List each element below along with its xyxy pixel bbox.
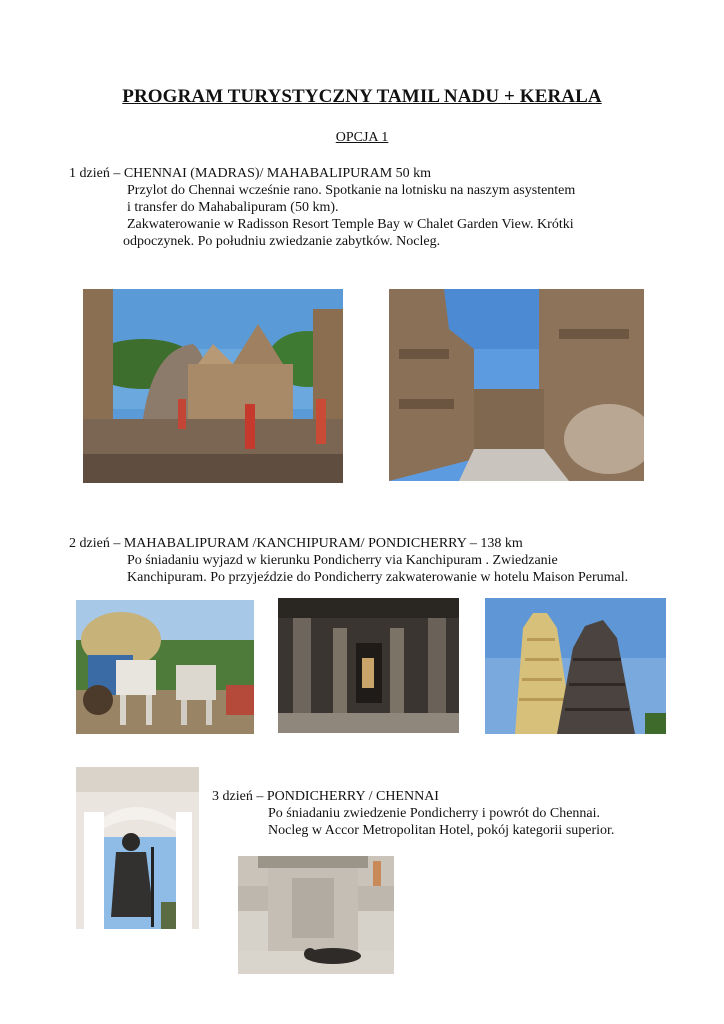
- option-label: OPCJA 1: [335, 130, 389, 145]
- day3-line: Po śniadaniu zwiedzenie Pondicherry i powrót do Chennai.: [268, 806, 601, 821]
- temple-corridor-photo: [389, 289, 644, 481]
- day1-line: Zakwaterowanie w Radisson Resort Temple Bay w Chalet Garden View. Krótki: [127, 217, 574, 232]
- temple-ratha-photo: [83, 289, 343, 483]
- temple-interior-photo: [278, 598, 459, 733]
- day1-line: Przylot do Chennai wcześnie rano. Spotkanie na lotnisku na naszym asystentem: [127, 183, 576, 198]
- gandhi-statue-photo: [76, 767, 199, 929]
- bullock-cart-photo: [76, 600, 254, 734]
- day3-line: Nocleg w Accor Metropolitan Hotel, pokój kategorii superior.: [268, 823, 615, 838]
- day1-line: i transfer do Mahabalipuram (50 km).: [127, 200, 339, 215]
- day1-line: odpoczynek. Po południu zwiedzanie zabytków. Nocleg.: [123, 234, 441, 249]
- monument-dog-photo: [238, 856, 394, 974]
- day2-line: Kanchipuram. Po przyjeździe do Pondicherry zakwaterowanie w hotelu Maison Perumal.: [127, 570, 629, 585]
- day2-line: Po śniadaniu wyjazd w kierunku Pondicherry via Kanchipuram . Zwiedzanie: [127, 553, 558, 568]
- page-title: PROGRAM TURYSTYCZNY TAMIL NADU + KERALA: [122, 86, 602, 107]
- day2-heading: 2 dzień – MAHABALIPURAM /KANCHIPURAM/ PONDICHERRY – 138 km: [69, 536, 523, 551]
- gopuram-towers-photo: [485, 598, 666, 734]
- day3-heading: 3 dzień – PONDICHERRY / CHENNAI: [212, 789, 439, 804]
- day1-heading: 1 dzień – CHENNAI (MADRAS)/ MAHABALIPURAM 50 km: [69, 166, 432, 181]
